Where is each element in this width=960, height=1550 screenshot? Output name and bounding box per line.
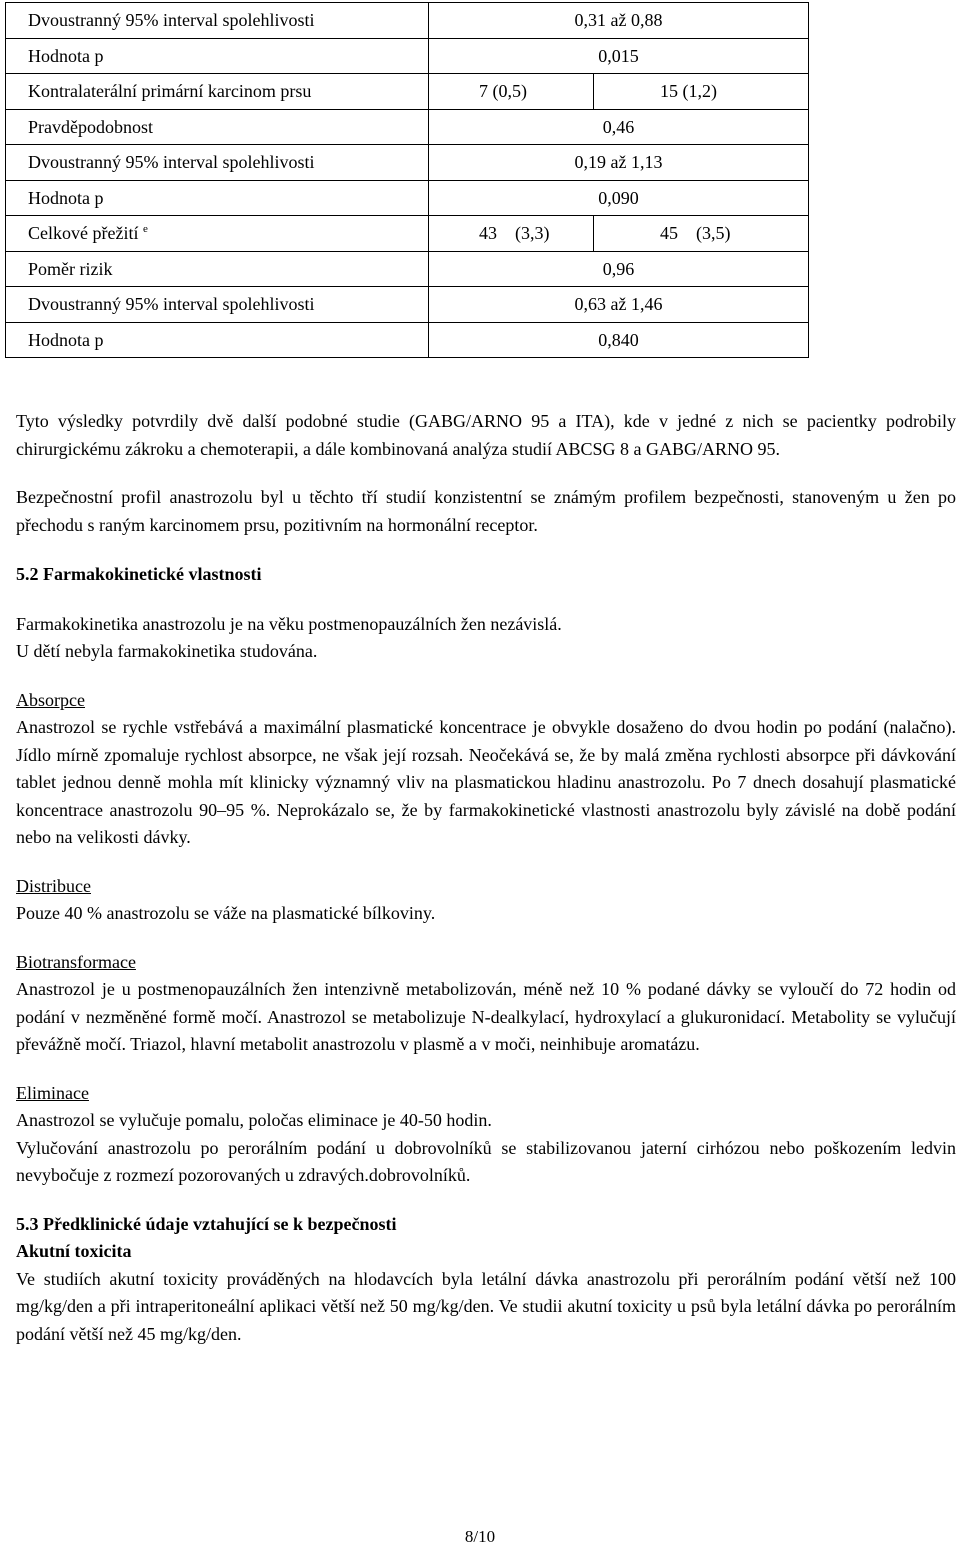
footnote-marker: e: [142, 223, 148, 236]
table-row: [6, 38, 809, 74]
document-body: [16, 408, 956, 1348]
table-row: [6, 322, 809, 358]
row-value: 0,63 až 1,46: [429, 287, 809, 323]
row-label: [6, 287, 429, 323]
row-value: 0,96: [429, 251, 809, 287]
row-value: 0,46: [429, 109, 809, 145]
paragraph-distribuce: Pouze 40 % anastrozolu se váže na plasmatické bílkoviny.: [16, 903, 436, 923]
row-label: [6, 180, 429, 216]
paragraph-biotransformace: Anastrozol je u postmenopauzálních žen intenzivně metabolizován, méně než 10 % podané dávky se vyloučí do 72 hodin od podání v nezměněné formě močí. Anastrozol se metabolizuje N-dealkylací, hydroxylací a glukuronidací. Metabolity se vylučují převážně močí. Triazol, hlavní metabolit anastrozolu v plasmě a v moči, neinhibuje aromatázu.: [16, 979, 956, 1054]
paragraph-absorpce: Anastrozol se rychle vstřebává a maximální plasmatické koncentrace je obvykle dosaženo do dvou hodin po podání (nalačno). Jídlo mírně zpomaluje rychlost absorpce, ne však její rozsah. Neočekává se, že by malá změna rychlosti absorpce při dávkování tablet jednou denně mohla mít klinicky významný vliv na plasmatickou hladinu anastrozolu. Po 7 dnech dosahují plasmatické koncentrace anastrozolu 90–95 %. Neprokázalo se, že by farmakokinetické vlastnosti anastrozolu byly závislé na době podání nebo na velikosti dávky.: [16, 717, 956, 847]
table-row: [6, 180, 809, 216]
paragraph-pk-children: U dětí nebyla farmakokinetika studována.: [16, 641, 318, 661]
table-row: [6, 74, 809, 110]
results-table: [5, 2, 809, 358]
row-label-text: Dvoustranný 95% interval spolehlivosti: [28, 294, 315, 315]
section-heading-5-3: 5.3 Předklinické údaje vztahující se k bezpečnosti: [16, 1213, 397, 1234]
table-row: [6, 287, 809, 323]
row-label-text: Hodnota p: [28, 45, 104, 66]
subheading-absorpce: Absorpce: [16, 689, 85, 710]
row-label-text: Poměr rizik: [28, 258, 113, 279]
row-value-group-2: 15 (1,2): [594, 74, 809, 110]
row-label: [6, 322, 429, 358]
row-label-text: Pravděpodobnost: [28, 116, 153, 137]
subheading-biotransformace: Biotransformace: [16, 951, 136, 972]
table-row: [6, 251, 809, 287]
page-number: 8/10: [464, 1527, 496, 1546]
row-label-text: Hodnota p: [28, 329, 104, 350]
subheading-distribuce: Distribuce: [16, 875, 91, 896]
section-heading-5-2: 5.2 Farmakokinetické vlastnosti: [16, 564, 262, 584]
table-row: [6, 109, 809, 145]
row-value: 0,015: [429, 38, 809, 74]
row-label: [6, 74, 429, 110]
paragraph-pk-age: Farmakokinetika anastrozolu je na věku postmenopauzálních žen nezávislá.: [16, 613, 562, 634]
table-row: [6, 216, 809, 252]
row-label: [6, 38, 429, 74]
table-row: [6, 145, 809, 181]
table-row: [6, 3, 809, 39]
subheading-akutni-toxicita: Akutní toxicita: [16, 1241, 132, 1261]
row-label-text: Celkové přežití: [28, 223, 139, 244]
subheading-eliminace: Eliminace: [16, 1082, 89, 1103]
row-value: 0,090: [429, 180, 809, 216]
row-label: [6, 216, 429, 252]
row-value: 0,31 až 0,88: [429, 3, 809, 39]
row-value: 0,840: [429, 322, 809, 358]
row-label: [6, 251, 429, 287]
row-value-group-2: 45 (3,5): [594, 216, 809, 252]
paragraph-akutni-toxicita: Ve studiích akutní toxicity prováděných na hlodavcích byla letální dávka anastrozolu při perorálním podání větší než 100 mg/kg/den a při intraperitoneální aplikaci větší než 50 mg/kg/den. Ve studii akutní toxicity u psů byla letální dávka po perorálním podání větší než 45 mg/kg/den.: [16, 1268, 956, 1344]
row-label: [6, 109, 429, 145]
row-value: 0,19 až 1,13: [429, 145, 809, 181]
paragraph-safety-profile: Bezpečnostní profil anastrozolu byl u těchto tří studií konzistentní se známým profilem bezpečnosti, stanoveným u žen po přechodu s raným karcinomem prsu, pozitivním na hormonální receptor.: [16, 487, 956, 535]
paragraph-eliminace-2: Vylučování anastrozolu po perorálním podání u dobrovolníků se stabilizovanou jaterní cirhózou nebo poškozením ledvin nevybočuje z rozmezí pozorovaných u zdravých.dobrovolníků.: [16, 1137, 956, 1185]
row-label-text: Dvoustranný 95% interval spolehlivosti: [28, 152, 315, 173]
row-label: [6, 145, 429, 181]
paragraph-eliminace-1: Anastrozol se vylučuje pomalu, poločas eliminace je 40-50 hodin.: [16, 1110, 492, 1130]
paragraph-studies: Tyto výsledky potvrdily dvě další podobné studie (GABG/ARNO 95 a ITA), kde v jedné z nich se pacientky podrobily chirurgickému zákroku a chemoterapii, a dále kombinovaná analýza studií ABCSG 8 a GABG/ARNO 95.: [16, 411, 956, 459]
row-value-group-1: 7 (0,5): [429, 74, 594, 110]
row-label-text: Hodnota p: [28, 187, 104, 208]
row-value-group-1: 43 (3,3): [429, 216, 594, 252]
row-label: [6, 3, 429, 39]
row-label-text: Dvoustranný 95% interval spolehlivosti: [28, 10, 315, 31]
row-label-text: Kontralaterální primární karcinom prsu: [28, 81, 312, 102]
